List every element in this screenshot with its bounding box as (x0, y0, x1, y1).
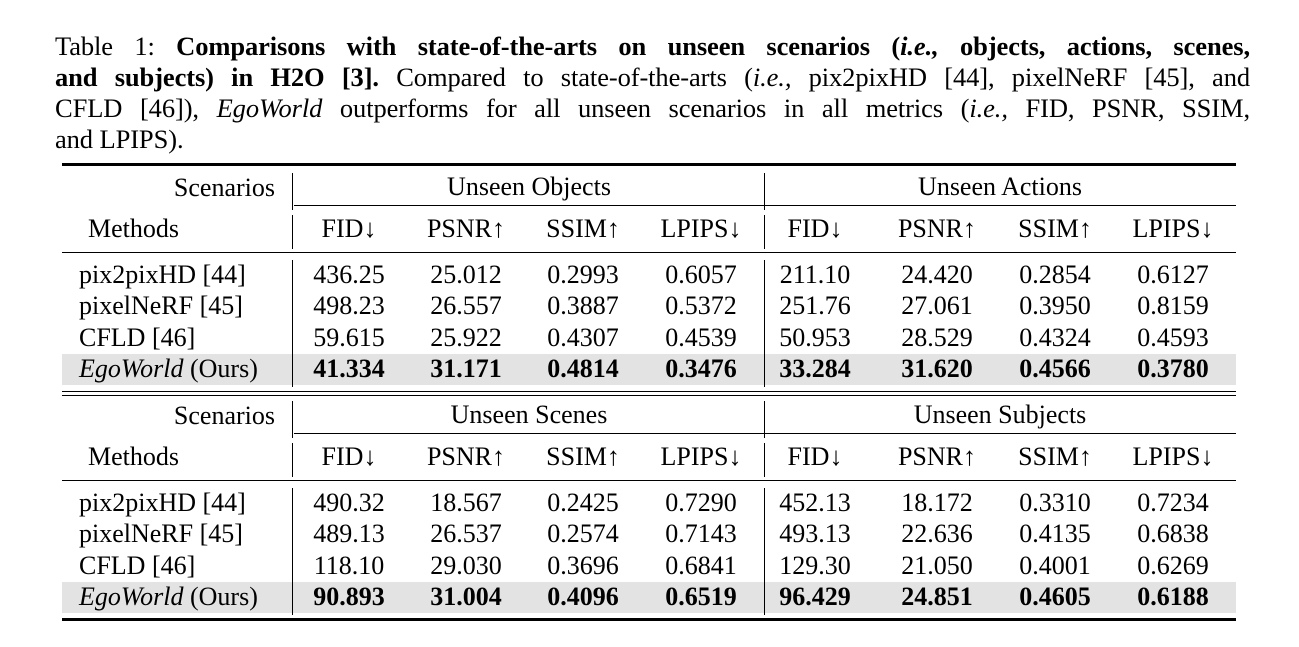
method-name (79, 354, 258, 384)
table-cell: 0.4307 (547, 322, 619, 352)
metric-header: SSIM↑ (1018, 214, 1092, 243)
method-name: pix2pixHD [44] (79, 260, 246, 289)
table-cell: 0.3780 (1137, 353, 1209, 383)
table-cell: 0.4096 (547, 581, 619, 611)
table-cell: 0.3887 (547, 291, 619, 321)
table-cell: 33.284 (779, 353, 851, 383)
table-cell: 0.3310 (1019, 488, 1091, 517)
method-name: CFLD [46] (79, 550, 196, 580)
column-rule (292, 215, 293, 249)
table-cell: 129.30 (779, 550, 851, 580)
table-cell: 0.4566 (1019, 353, 1091, 383)
table-cell: 27.061 (901, 291, 973, 321)
table-cell: 490.32 (313, 488, 385, 517)
table-cell: 24.420 (901, 260, 973, 289)
top-rule (62, 163, 1236, 166)
table-cell: 18.172 (901, 488, 973, 517)
column-rule (292, 260, 293, 387)
table-cell: 31.004 (430, 581, 502, 611)
caption-segment: EgoWorld (216, 93, 323, 123)
method-name-italic: EgoWorld (79, 353, 184, 383)
top-rule (62, 391, 1236, 392)
method-name: CFLD [46] (79, 322, 196, 352)
table-cell: 90.893 (313, 581, 385, 611)
bottom-rule (62, 618, 1236, 621)
table-caption (55, 31, 1250, 155)
group-header: Unseen Subjects (913, 400, 1087, 429)
table-cell: 24.851 (901, 581, 973, 611)
metric-header: FID↓ (321, 214, 377, 243)
table-cell: 25.922 (430, 322, 502, 352)
top-rule (62, 395, 1236, 396)
method-name-suffix: (Ours) (183, 353, 258, 383)
table-cell: 26.557 (430, 291, 502, 321)
caption-segment: i.e., (969, 93, 1008, 123)
table-cell: 0.5372 (665, 291, 737, 321)
metric-header: PSNR↑ (426, 214, 506, 243)
table-cell: 0.2425 (547, 488, 619, 517)
caption-segment: Comparisons with state-of-the-arts on unseen scenarios ( (176, 31, 901, 61)
scenarios-label: Scenarios (173, 173, 275, 202)
metric-header: PSNR↑ (426, 442, 506, 471)
method-name: pixelNeRF [45] (79, 519, 243, 549)
table-cell: 0.7234 (1137, 488, 1209, 517)
table-cell: 28.529 (901, 322, 973, 352)
table-cell: 31.620 (901, 353, 973, 383)
table-cell: 0.3476 (665, 353, 737, 383)
table-cell: 0.2574 (547, 519, 619, 549)
table-cell: 31.171 (430, 353, 502, 383)
table-cell: 0.6057 (665, 260, 737, 289)
table-cell: 59.615 (313, 322, 385, 352)
method-name: pix2pixHD [44] (79, 488, 246, 517)
caption-segment: Table 1: (55, 31, 177, 61)
caption-segment: FID, PSNR, SSIM, (1007, 93, 1251, 123)
group-header: Unseen Objects (447, 172, 611, 201)
caption-segment: pix2pixHD [44], pixelNeRF [45], and (791, 62, 1250, 92)
table-cell: 211.10 (779, 260, 851, 289)
metric-header: LPIPS↓ (660, 442, 742, 471)
table-cell: 0.2993 (547, 260, 619, 289)
method-name-suffix: (Ours) (183, 581, 258, 611)
metric-header: LPIPS↓ (1132, 442, 1214, 471)
table-cell: 0.4605 (1019, 581, 1091, 611)
column-rule (292, 488, 293, 615)
metric-header: FID↓ (787, 214, 843, 243)
table-cell: 26.537 (430, 519, 502, 549)
table-cell: 41.334 (313, 353, 385, 383)
table-cell: 0.4001 (1019, 550, 1091, 580)
caption-segment: i.e., (900, 31, 939, 61)
column-rule (764, 260, 765, 387)
methods-label: Methods (88, 442, 179, 471)
method-name: pixelNeRF [45] (79, 291, 243, 321)
table-cell: 0.4814 (547, 353, 619, 383)
table-cell: 25.012 (430, 260, 502, 289)
table-cell: 436.25 (313, 260, 385, 289)
caption-segment: objects, actions, scenes, (938, 31, 1251, 61)
caption-segment: Compared to state-of-the-arts ( (378, 62, 753, 92)
table-cell: 0.6269 (1137, 550, 1209, 580)
table-cell: 0.7290 (665, 488, 737, 517)
table-cell: 489.13 (313, 519, 385, 549)
header-rule (62, 252, 1236, 253)
method-name (79, 582, 258, 612)
group-header: Unseen Actions (918, 172, 1082, 201)
caption-line (55, 93, 1250, 124)
metric-header: PSNR↑ (897, 442, 977, 471)
group-rule (294, 433, 1236, 434)
group-header: Unseen Scenes (450, 400, 608, 429)
group-rule (294, 205, 1236, 206)
table-cell: 118.10 (313, 550, 385, 580)
metric-header: LPIPS↓ (660, 214, 742, 243)
column-rule (764, 443, 765, 477)
caption-line (55, 124, 1250, 155)
scenarios-label: Scenarios (173, 401, 275, 430)
table-cell: 0.6838 (1137, 519, 1209, 549)
metric-header: LPIPS↓ (1132, 214, 1214, 243)
table-cell: 251.76 (779, 291, 851, 321)
table-cell: 0.6841 (665, 550, 737, 580)
table-cell: 493.13 (779, 519, 851, 549)
table-cell: 0.8159 (1137, 291, 1209, 321)
table-cell: 0.3950 (1019, 291, 1091, 321)
table-cell: 0.4324 (1019, 322, 1091, 352)
metric-header: SSIM↑ (546, 214, 620, 243)
column-rule (292, 443, 293, 477)
table-cell: 21.050 (901, 550, 973, 580)
metric-header: FID↓ (787, 442, 843, 471)
caption-line (55, 62, 1250, 93)
metric-header: FID↓ (321, 442, 377, 471)
metric-header: SSIM↑ (1018, 442, 1092, 471)
column-rule (764, 488, 765, 615)
table-cell: 0.2854 (1019, 260, 1091, 289)
methods-label: Methods (88, 214, 179, 243)
metric-header: PSNR↑ (897, 214, 977, 243)
caption-segment: and subjects) in H2O [3]. (55, 62, 379, 92)
table-cell: 0.6127 (1137, 260, 1209, 289)
table-cell: 29.030 (430, 550, 502, 580)
caption-segment: outperforms for all unseen scenarios in all metrics ( (322, 93, 970, 123)
table-cell: 96.429 (779, 581, 851, 611)
table-cell: 50.953 (779, 322, 851, 352)
caption-segment: i.e., (752, 62, 792, 92)
table-cell: 0.3696 (547, 550, 619, 580)
caption-segment: and LPIPS). (55, 124, 184, 154)
table-cell: 0.6188 (1137, 581, 1209, 611)
table-cell: 0.4135 (1019, 519, 1091, 549)
table-cell: 498.23 (313, 291, 385, 321)
table-cell: 0.4593 (1137, 322, 1209, 352)
metric-header: SSIM↑ (546, 442, 620, 471)
table-cell: 0.4539 (665, 322, 737, 352)
table-cell: 452.13 (779, 488, 851, 517)
method-name-italic: EgoWorld (79, 581, 184, 611)
table-cell: 0.6519 (665, 581, 737, 611)
header-rule (62, 480, 1236, 481)
table-cell: 18.567 (430, 488, 502, 517)
caption-line (55, 31, 1250, 62)
caption-segment: CFLD [46]), (55, 93, 217, 123)
table-cell: 0.7143 (665, 519, 737, 549)
table-cell: 22.636 (901, 519, 973, 549)
column-rule (764, 215, 765, 249)
